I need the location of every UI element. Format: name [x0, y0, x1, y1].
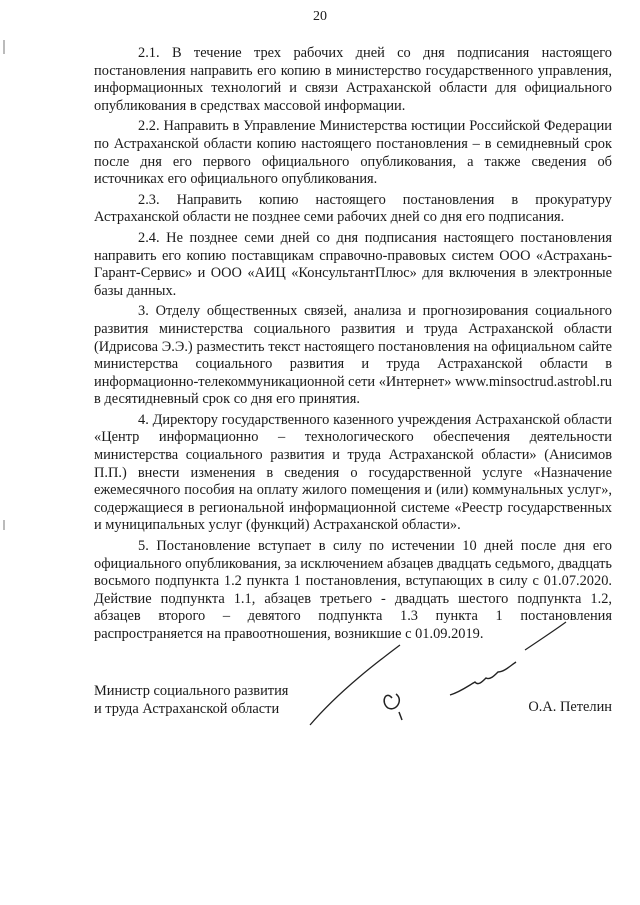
- paragraph-2-2: 2.2. Направить в Управление Министерства юстиции Российской Федерации по Астраханской области копию настоящего постановления – в семидневный срок после дня его первого официального опубликования, а также сведения об источниках его официального опубликования.: [94, 118, 612, 188]
- page-number: 20: [313, 9, 327, 24]
- scan-margin-mark: [3, 40, 5, 54]
- signature-block: [94, 682, 612, 742]
- signatory-name: О.А. Петелин: [528, 699, 612, 715]
- signatory-title-line1: Министр социального развития: [94, 683, 289, 699]
- paragraph-2-3: 2.3. Направить копию настоящего постановления в прокуратуру Астраханской области не позднее семи рабочих дней со дня его подписания.: [94, 191, 612, 226]
- paragraph-3: 3. Отделу общественных связей, анализа и прогнозирования социального развития министерства социального развития и труда Астраханской области (Идрисова Э.Э.) разместить текст настоящего постановления на официальном сайте министерства социального развития и труда Астраханской области в информационно-телекоммуникационной сети «Интернет» www.minsoctrud.astrobl.ru в десятидневный срок со дня его принятия.: [94, 303, 612, 408]
- paragraph-4: 4. Директору государственного казенного учреждения Астраханской области «Центр информационно – технологического обеспечения деятельности министерства социального развития и труда Астраханской области» (Анисимов П.П.) внести изменения в сведения о государственной услуге «Назначение ежемесячного пособия на оплату жилого помещения и (или) коммунальных услуг», содержащиеся в региональной информационной системе «Реестр государственных и муниципальных услуг (функций) Астраханской области».: [94, 411, 612, 534]
- scan-margin-mark: [3, 520, 5, 530]
- paragraph-5: 5. Постановление вступает в силу по истечении 10 дней после дня его официального опубликования, за исключением абзацев двадцать седьмого, двадцать восьмого подпункта 1.2 пункта 1 постановления, вступающих в силу с 01.07.2020. Действие подпункта 1.1, абзацев третьего - двадцать шестого подпункта 1.2, абзацев второго – девятого подпункта 1.3 пункта 1 постановления распространяется на правоотношения, возникшие с 01.09.2019.: [94, 538, 612, 642]
- signatory-title: [94, 682, 288, 718]
- paragraph-2-4: 2.4. Не позднее семи дней со дня подписания настоящего постановления направить его копию поставщикам справочно-правовых систем ООО «Астрахань-Гарант-Сервис» и ООО «АИЦ «КонсультантПлюс» для включения в электронные базы данных.: [94, 229, 612, 299]
- signatory-title-line2: и труда Астраханской области: [94, 701, 280, 717]
- signature-stroke: [525, 622, 566, 650]
- paragraph-2-1: 2.1. В течение трех рабочих дней со дня подписания настоящего постановления направить его копию в министерство государственного управления, информационных технологий и связи Астраханской области для официального опубликования в средствах массовой информации.: [94, 45, 612, 114]
- document-body: [94, 45, 612, 647]
